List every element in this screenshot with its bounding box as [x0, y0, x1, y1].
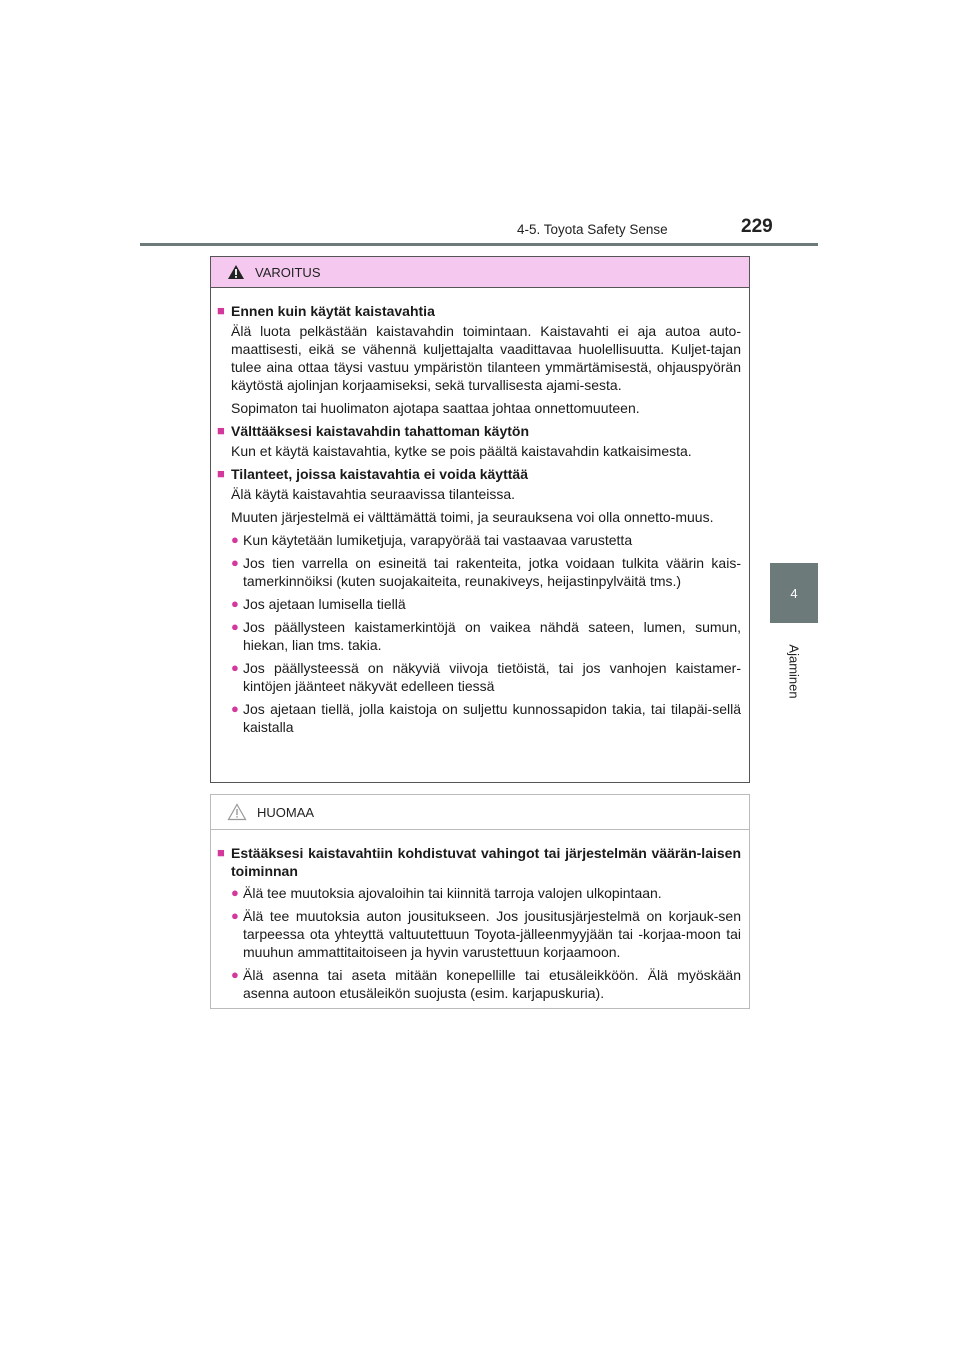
round-bullet-icon: ● — [231, 701, 239, 716]
list-item — [231, 907, 741, 961]
paragraph: Älä luota pelkästään kaistavahdin toimintaan. Kaistavahti ei aja autoa auto-maattisesti, eikä se vähennä kuljettajalta vaadittavaa huolellisuutta. Kuljet-tajan tulee aina ottaa täysi vastuu ympäristön tilanteen ymmärtämisestä, ohjauspyörän käytöstä ajolinjan korjaamiseksi, sekä turvallisesta ajami-sesta. — [231, 323, 741, 393]
warning-triangle-icon — [227, 264, 245, 280]
header-section-title: 4-5. Toyota Safety Sense — [517, 222, 668, 237]
header-rule — [140, 243, 818, 246]
list-item-text: Kun käytetään lumiketjuja, varapyörää tai vastaavaa varustetta — [243, 532, 633, 548]
list-item-text: Jos päällysteen kaistamerkintöjä on vaikea nähdä sateen, lumen, sumun, hiekan, lian tms. takia. — [243, 619, 741, 653]
notice-title: HUOMAA — [257, 804, 315, 820]
chapter-label: Ajaminen — [786, 644, 802, 699]
round-bullet-icon: ● — [231, 596, 239, 611]
list-item-text: Älä tee muutoksia ajovaloihin tai kiinnitä tarroja valojen ulkopintaan. — [243, 885, 662, 901]
chapter-number: 4 — [790, 585, 798, 601]
list-item — [231, 700, 741, 736]
page-number: 229 — [741, 216, 773, 237]
square-bullet-icon: ■ — [217, 303, 225, 318]
round-bullet-icon: ● — [231, 967, 239, 982]
notice-header — [211, 795, 749, 830]
list-item — [231, 531, 741, 549]
list-item — [231, 595, 741, 613]
warning-body — [211, 288, 749, 736]
paragraph: Älä käytä kaistavahtia seuraavissa tilanteissa. — [231, 486, 516, 502]
warning-section-heading — [217, 465, 741, 483]
round-bullet-icon: ● — [231, 555, 239, 570]
list-item — [231, 554, 741, 590]
warning-box — [210, 256, 750, 783]
round-bullet-icon: ● — [231, 885, 239, 900]
round-bullet-icon: ● — [231, 619, 239, 634]
paragraph: Sopimaton tai huolimaton ajotapa saattaa johtaa onnettomuuteen. — [231, 400, 640, 416]
paragraph: Muuten järjestelmä ei välttämättä toimi, ja seurauksena voi olla onnetto-muus. — [231, 509, 714, 525]
heading-text: Ennen kuin käytät kaistavahtia — [231, 303, 435, 319]
round-bullet-icon: ● — [231, 532, 239, 547]
notice-triangle-icon — [227, 803, 247, 821]
list-item-text: Jos tien varrella on esineitä tai rakenteita, jotka voidaan tulkita väärin kais-tamerkinnöiksi (kuten suojakaiteita, reunakiveys, heijastinpylväitä tms.) — [243, 555, 741, 589]
heading-text: Estääksesi kaistavahtiin kohdistuvat vahingot tai järjestelmän väärän-laisen toiminnan — [231, 845, 741, 879]
list-item-text: Jos ajetaan lumisella tiellä — [243, 596, 406, 612]
warning-header — [211, 257, 749, 288]
list-item — [231, 884, 741, 902]
warning-title: VAROITUS — [255, 264, 321, 280]
heading-text: Tilanteet, joissa kaistavahtia ei voida käyttää — [231, 466, 528, 482]
warning-section-heading — [217, 302, 741, 320]
list-item — [231, 659, 741, 695]
square-bullet-icon: ■ — [217, 845, 225, 860]
square-bullet-icon: ■ — [217, 466, 225, 481]
list-item — [231, 618, 741, 654]
notice-section-heading — [217, 844, 741, 880]
notice-body — [211, 830, 749, 1002]
notice-box — [210, 794, 750, 1009]
paragraph: Kun et käytä kaistavahtia, kytke se pois päältä kaistavahdin katkaisimesta. — [231, 443, 692, 459]
round-bullet-icon: ● — [231, 660, 239, 675]
list-item-text: Jos ajetaan tiellä, jolla kaistoja on suljettu kunnossapidon takia, tai tilapäi-sellä kaistalla — [243, 701, 741, 735]
heading-text: Välttääksesi kaistavahdin tahattoman käytön — [231, 423, 529, 439]
warning-section-heading — [217, 422, 741, 440]
list-item-text: Älä asenna tai aseta mitään konepellille tai etusäleikköön. Älä myöskään asenna autoon etusäleikön suojusta (esim. karjapuskuria). — [243, 967, 741, 1001]
square-bullet-icon: ■ — [217, 423, 225, 438]
list-item-text: Jos päällysteessä on näkyviä viivoja tietöistä, tai jos vanhojen kaistamer-kintöjen jäänteet näkyvät edelleen tiessä — [243, 660, 741, 694]
round-bullet-icon: ● — [231, 908, 239, 923]
list-item — [231, 966, 741, 1002]
list-item-text: Älä tee muutoksia auton jousitukseen. Jos jousitusjärjestelmä on korjauk-sen tarpeessa ota yhteyttä valtuutettuun Toyota-jälleenmyyjään tai -korjaa-moon tai muuhun ammattitaitoiseen ja hyvin varustettuun korjaamoon. — [243, 908, 741, 960]
chapter-tab — [770, 563, 818, 623]
